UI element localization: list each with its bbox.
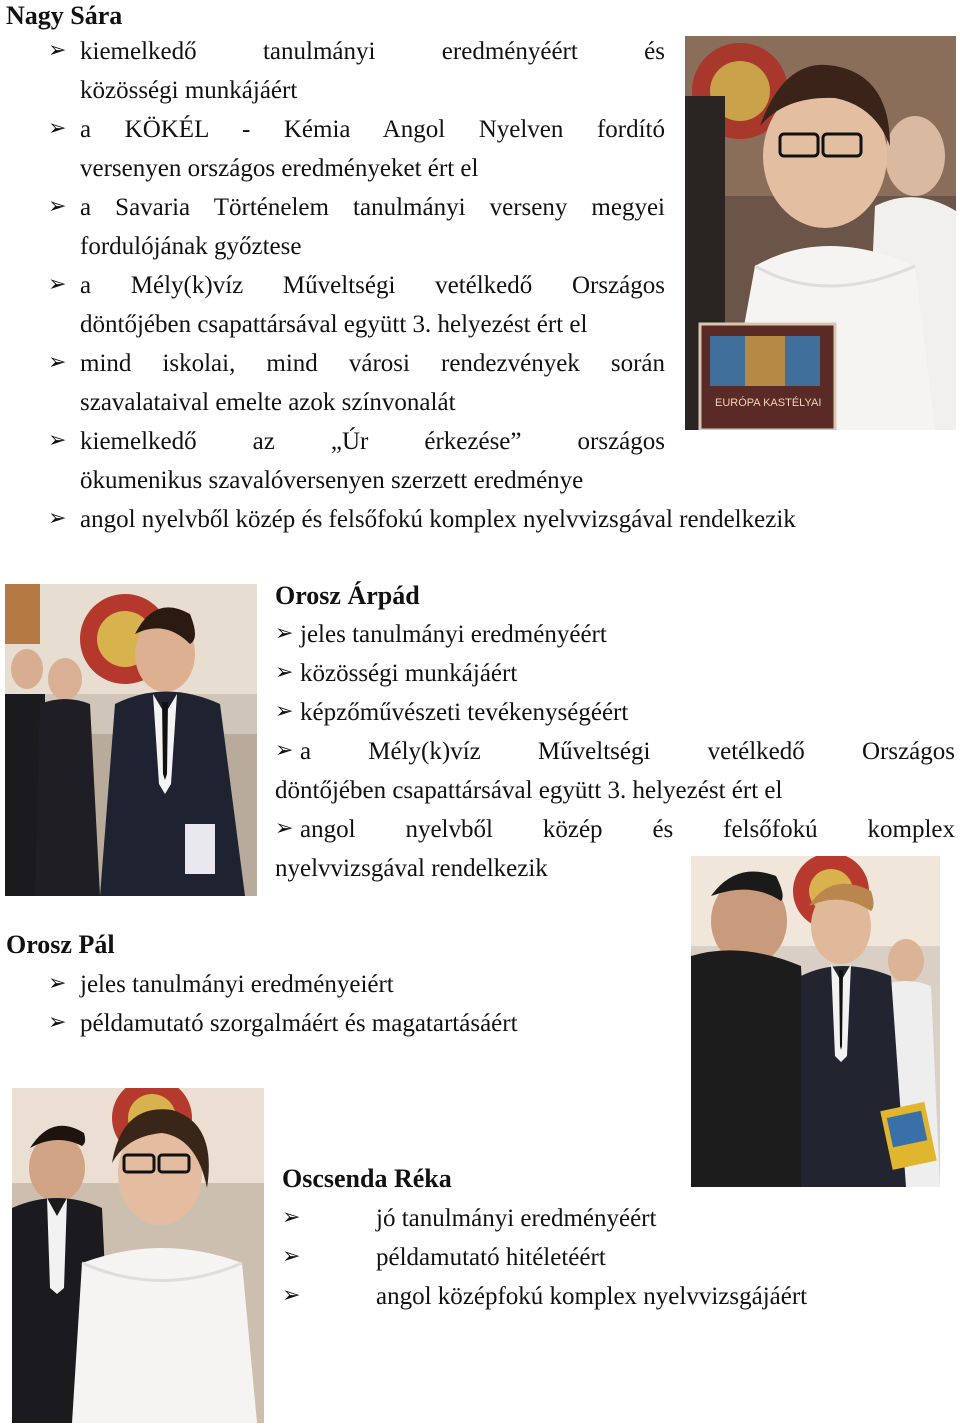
arrow-bullet-icon: ➢	[48, 427, 67, 452]
arrow-bullet-icon: ➢	[282, 1204, 301, 1229]
award-line: döntőjében csapattársával együtt 3. helyezést ért el	[80, 311, 588, 338]
award-line: példamutató hitéletéért	[376, 1244, 606, 1271]
award-line: a Savaria Történelem tanulmányi verseny megyei	[80, 194, 665, 221]
arrow-bullet-icon: ➢	[282, 1282, 301, 1307]
arrow-bullet-icon: ➢	[48, 271, 67, 296]
book-cover-text: EURÓPA KASTÉLYAI	[715, 397, 822, 409]
arrow-bullet-icon: ➢	[275, 737, 294, 762]
award-line: a Mély(k)víz Műveltségi vetélkedő Országos	[300, 738, 955, 765]
arrow-bullet-icon: ➢	[48, 970, 67, 995]
award-line: versenyen országos eredményeket ért el	[80, 155, 479, 182]
award-line: szavalataival emelte azok színvonalát	[80, 389, 456, 416]
award-line: döntőjében csapattársával együtt 3. helyezést ért el	[275, 777, 783, 804]
arrow-bullet-icon: ➢	[282, 1243, 301, 1268]
award-line: a KÖKÉL - Kémia Angol Nyelven fordító	[80, 116, 665, 143]
award-line: képzőművészeti tevékenységéért	[300, 699, 629, 726]
award-line: a Mély(k)víz Műveltségi vetélkedő Országos	[80, 272, 665, 299]
student-name: Oscsenda Réka	[282, 1164, 452, 1193]
student-photo	[12, 1088, 264, 1423]
award-line: mind iskolai, mind városi rendezvények során	[80, 350, 665, 377]
arrow-bullet-icon: ➢	[275, 659, 294, 684]
award-line: közösségi munkájáért	[80, 77, 298, 104]
arrow-bullet-icon: ➢	[48, 505, 67, 530]
arrow-bullet-icon: ➢	[48, 1009, 67, 1034]
award-line: fordulójának győztese	[80, 233, 302, 260]
arrow-bullet-icon: ➢	[48, 193, 67, 218]
arrow-bullet-icon: ➢	[275, 620, 294, 645]
arrow-bullet-icon: ➢	[48, 115, 67, 140]
arrow-bullet-icon: ➢	[48, 349, 67, 374]
arrow-bullet-icon: ➢	[275, 698, 294, 723]
student-name: Orosz Árpád	[275, 581, 420, 610]
student-name: Nagy Sára	[6, 1, 123, 30]
student-photo	[685, 36, 956, 430]
award-line: kiemelkedő tanulmányi eredményéért és	[80, 38, 665, 65]
student-photo	[691, 856, 940, 1187]
award-line: jeles tanulmányi eredményeiért	[80, 971, 394, 998]
award-line: nyelvvizsgával rendelkezik	[275, 855, 548, 882]
student-photo	[5, 584, 257, 896]
student-name: Orosz Pál	[6, 930, 115, 959]
award-line: jeles tanulmányi eredményéért	[300, 621, 607, 648]
award-line: ökumenikus szavalóversenyen szerzett eredménye	[80, 467, 584, 494]
award-line: angol nyelvből közép és felsőfokú komplex nyelvvizsgával rendelkezik	[80, 506, 796, 533]
arrow-bullet-icon: ➢	[275, 815, 294, 840]
arrow-bullet-icon: ➢	[48, 37, 67, 62]
award-line: példamutató szorgalmáért és magatartásáért	[80, 1010, 518, 1037]
award-line: közösségi munkájáért	[300, 660, 518, 687]
award-line: jó tanulmányi eredményéért	[376, 1205, 657, 1232]
award-line: kiemelkedő az „Úr érkezése” országos	[80, 428, 665, 455]
award-line: angol középfokú komplex nyelvvizsgájáért	[376, 1283, 808, 1310]
award-line: angol nyelvből közép és felsőfokú komplex	[300, 816, 955, 843]
